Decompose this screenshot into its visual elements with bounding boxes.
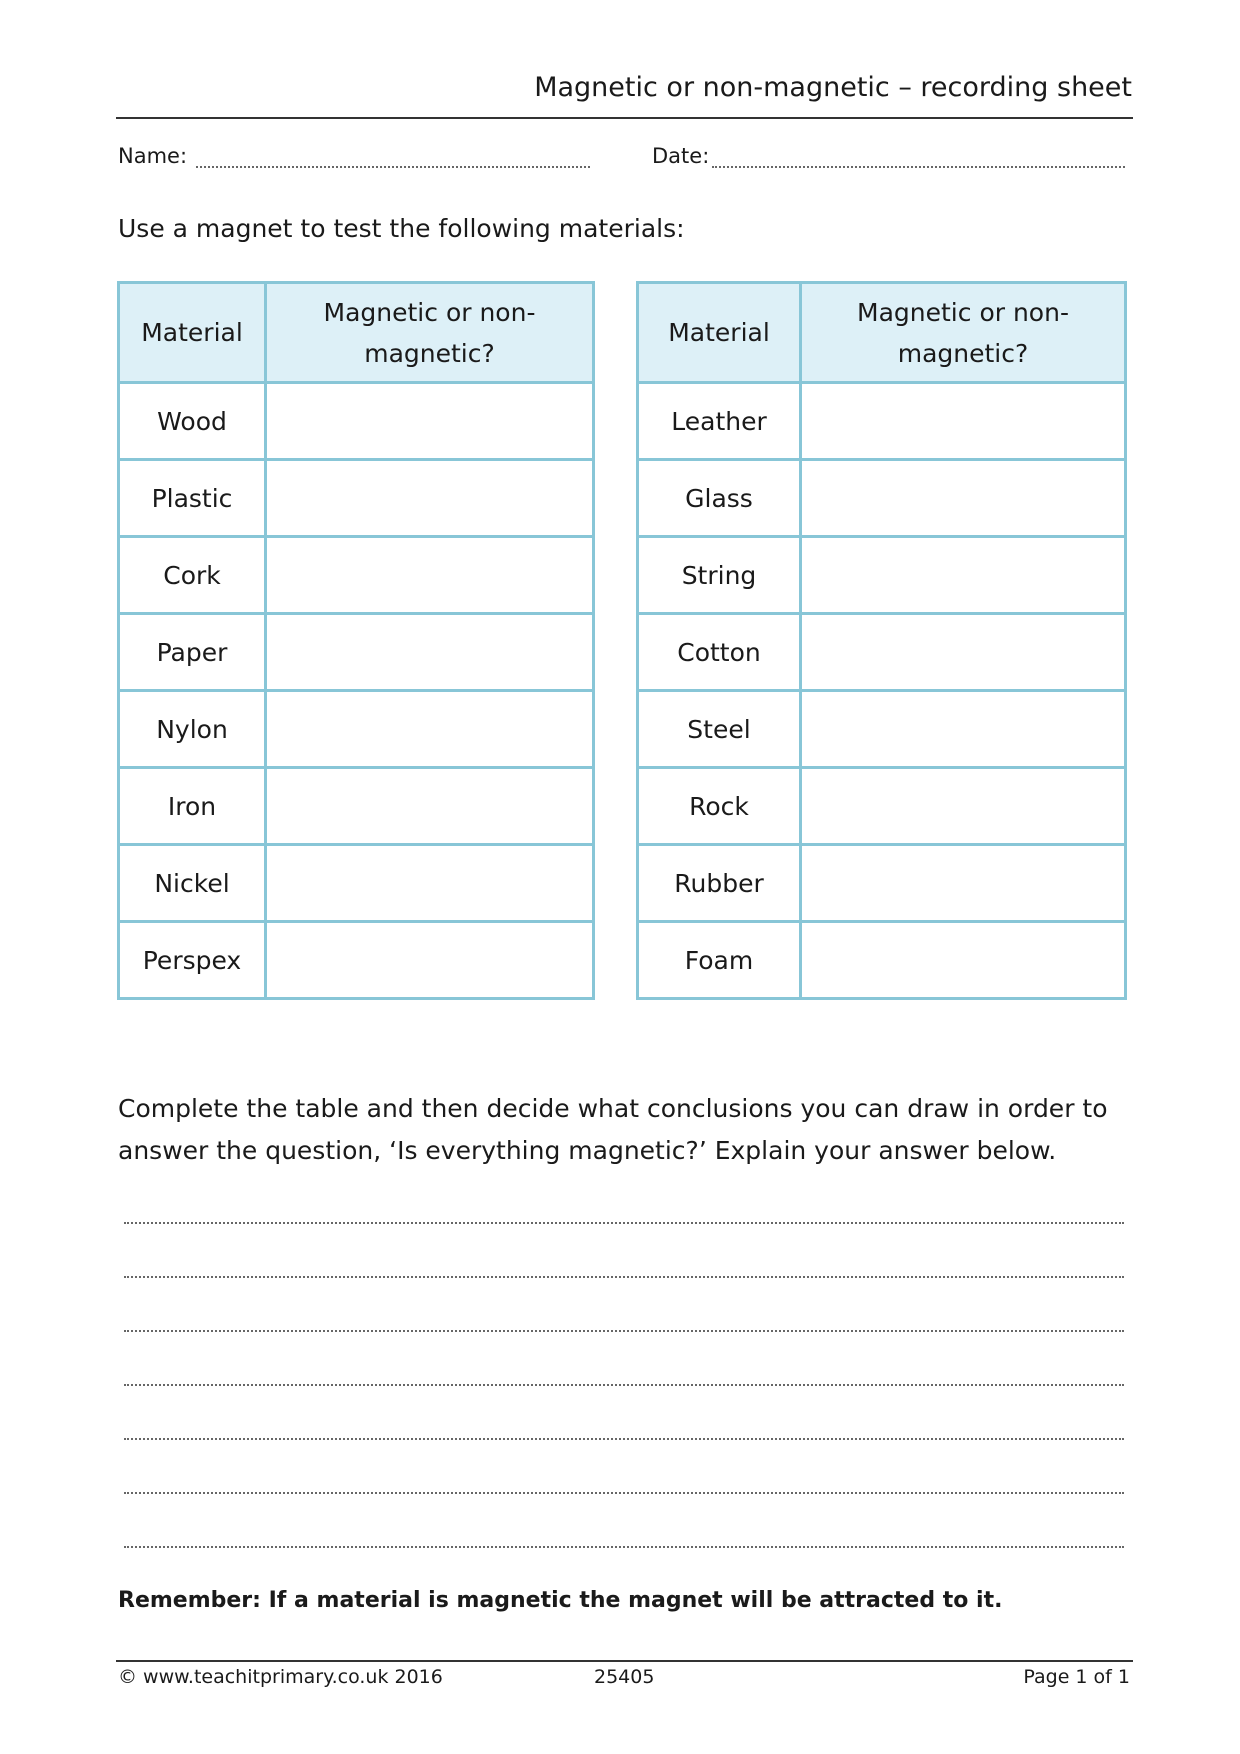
answer-cell[interactable]	[266, 537, 594, 614]
answer-cell[interactable]	[801, 691, 1126, 768]
name-label: Name:	[118, 144, 188, 168]
table-row	[119, 383, 594, 460]
table-row	[638, 845, 1126, 922]
answer-cell[interactable]	[801, 383, 1126, 460]
date-label: Date:	[652, 144, 710, 168]
name-field[interactable]	[196, 166, 590, 168]
answer-line[interactable]	[124, 1222, 1124, 1224]
answer-cell[interactable]	[266, 922, 594, 999]
material-cell: Steel	[638, 691, 801, 768]
material-cell: Paper	[119, 614, 266, 691]
material-cell: Nylon	[119, 691, 266, 768]
material-cell: Cork	[119, 537, 266, 614]
page-title: Magnetic or non-magnetic – recording sheet	[534, 72, 1132, 103]
material-cell: Rubber	[638, 845, 801, 922]
footer-code: 25405	[594, 1666, 655, 1688]
instruction-text: Complete the table and then decide what conclusions you can draw in order to answer the question, ‘Is everything magnetic?’ Explain your answer below.	[118, 1094, 1108, 1165]
materials-table-left	[117, 281, 595, 1000]
magnetic-column-header: Magnetic or non-magnetic?	[266, 283, 594, 383]
magnetic-column-header: Magnetic or non-magnetic?	[801, 283, 1126, 383]
table-row	[119, 922, 594, 999]
material-cell: Plastic	[119, 460, 266, 537]
materials-table-right	[636, 281, 1127, 1000]
answer-cell[interactable]	[266, 691, 594, 768]
table-header-row	[119, 283, 594, 383]
answer-line[interactable]	[124, 1384, 1124, 1386]
table-row	[119, 845, 594, 922]
answer-cell[interactable]	[801, 768, 1126, 845]
table-row	[638, 922, 1126, 999]
answer-cell[interactable]	[266, 845, 594, 922]
table-row	[638, 383, 1126, 460]
table-row	[638, 614, 1126, 691]
table-row	[119, 537, 594, 614]
footer-divider	[116, 1660, 1133, 1662]
material-cell: Perspex	[119, 922, 266, 999]
material-cell: Wood	[119, 383, 266, 460]
date-field[interactable]	[712, 166, 1125, 168]
material-cell: Foam	[638, 922, 801, 999]
answer-cell[interactable]	[266, 460, 594, 537]
footer-copyright: © www.teachitprimary.co.uk 2016	[118, 1666, 443, 1688]
answer-cell[interactable]	[266, 614, 594, 691]
table-row	[638, 691, 1126, 768]
material-cell: Cotton	[638, 614, 801, 691]
answer-cell[interactable]	[801, 922, 1126, 999]
table-row	[119, 460, 594, 537]
answer-cell[interactable]	[266, 768, 594, 845]
table-row	[119, 691, 594, 768]
material-cell: Leather	[638, 383, 801, 460]
answer-line[interactable]	[124, 1492, 1124, 1494]
footer-page-number: Page 1 of 1	[1023, 1666, 1130, 1688]
table-row	[119, 614, 594, 691]
answer-cell[interactable]	[801, 845, 1126, 922]
material-cell: Glass	[638, 460, 801, 537]
reminder-note: Remember: If a material is magnetic the magnet will be attracted to it.	[118, 1588, 1003, 1613]
material-cell: Rock	[638, 768, 801, 845]
material-cell: String	[638, 537, 801, 614]
answer-cell[interactable]	[266, 383, 594, 460]
material-column-header: Material	[119, 283, 266, 383]
answer-line[interactable]	[124, 1276, 1124, 1278]
answer-line[interactable]	[124, 1546, 1124, 1548]
answer-cell[interactable]	[801, 460, 1126, 537]
table-header-row	[638, 283, 1126, 383]
answer-cell[interactable]	[801, 537, 1126, 614]
table-row	[638, 460, 1126, 537]
material-cell: Nickel	[119, 845, 266, 922]
answer-cell[interactable]	[801, 614, 1126, 691]
table-row	[638, 768, 1126, 845]
answer-line[interactable]	[124, 1438, 1124, 1440]
answer-line[interactable]	[124, 1330, 1124, 1332]
material-cell: Iron	[119, 768, 266, 845]
intro-text: Use a magnet to test the following materials:	[118, 214, 685, 243]
material-column-header: Material	[638, 283, 801, 383]
table-row	[638, 537, 1126, 614]
table-row	[119, 768, 594, 845]
header-divider	[116, 117, 1133, 119]
